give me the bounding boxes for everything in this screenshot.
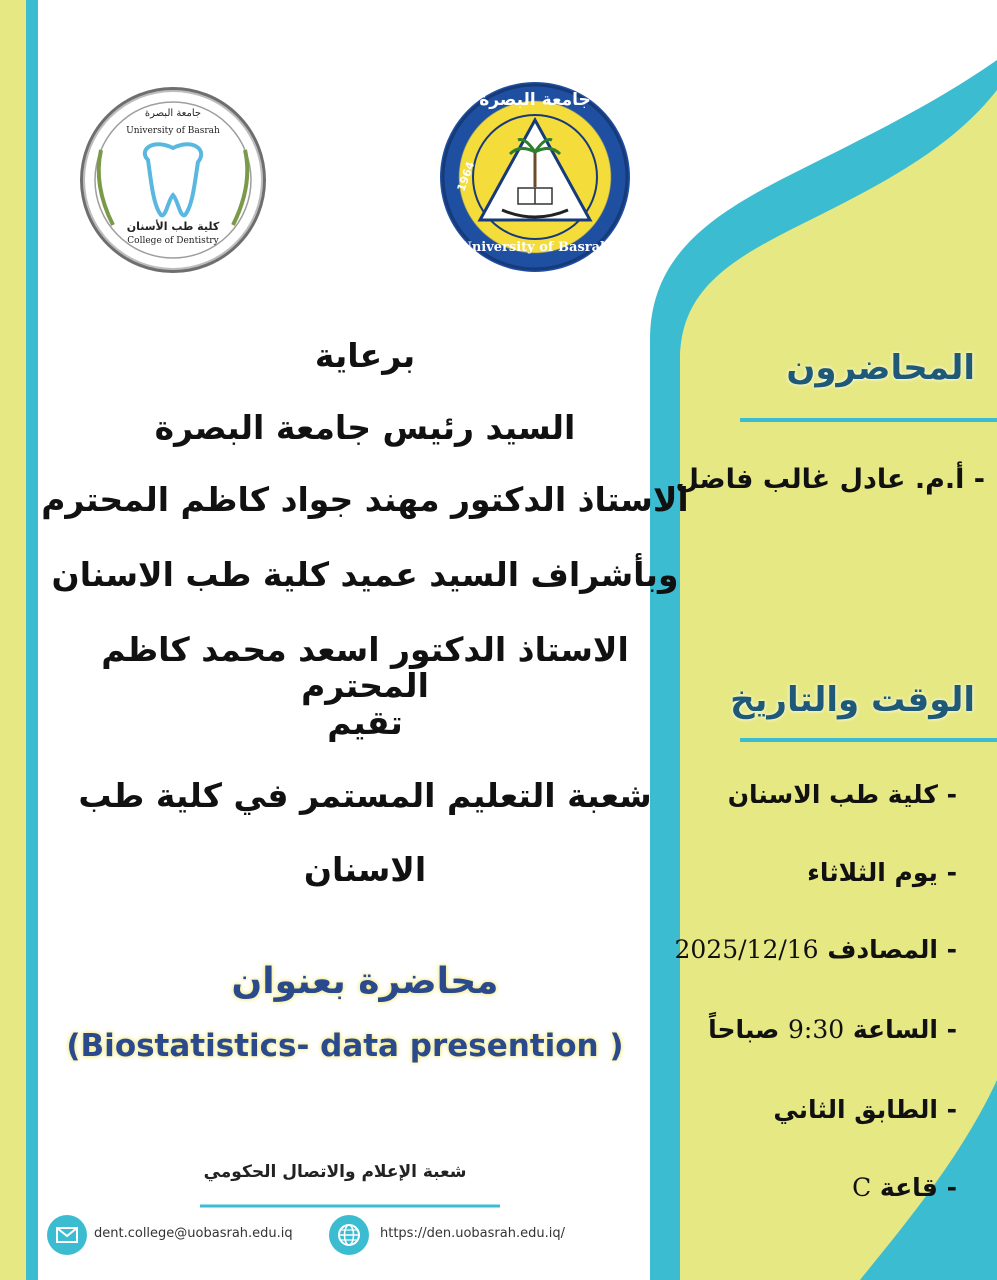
- info-time-suffix: صباحاً: [708, 1015, 780, 1044]
- lecture-title: (Biostatistics- data presention ): [66, 1028, 624, 1064]
- info-day: - يوم الثلاثاء: [807, 858, 957, 887]
- sponsor-line-6: تقيم: [327, 703, 403, 742]
- lecturers-heading: المحاضرون: [786, 348, 975, 388]
- mail-icon: [47, 1215, 87, 1255]
- info-hall-value: C: [852, 1173, 872, 1202]
- dentistry-college-en: College of Dentistry: [127, 236, 219, 246]
- dentistry-university-ar: جامعة البصرة: [144, 108, 202, 119]
- lecture-heading: محاضرة بعنوان: [231, 961, 499, 1002]
- sponsor-line-4: وبأشراف السيد عميد كلية طب الاسنان: [51, 555, 679, 594]
- sponsor-line-7: شعبة التعليم المستمر في كلية طب: [78, 776, 652, 815]
- time-date-heading: الوقت والتاريخ: [730, 680, 975, 720]
- info-college: - كلية طب الاسنان: [727, 780, 957, 809]
- info-hall: - قاعة C: [852, 1173, 957, 1202]
- info-date-value: 2025/12/16: [674, 935, 819, 964]
- basrah-english-name: University of Basrah: [460, 240, 610, 255]
- footer-website-link[interactable]: https://den.uobasrah.edu.iq/: [380, 1226, 565, 1241]
- footer-department: شعبة الإعلام والاتصال الحكومي: [203, 1162, 467, 1182]
- basrah-year: 1964: [454, 159, 478, 194]
- info-time-value: 9:30: [788, 1015, 845, 1044]
- dentistry-college-logo: [80, 87, 266, 273]
- globe-icon: [329, 1215, 369, 1255]
- sponsor-line-8: الاسنان: [303, 850, 427, 889]
- sponsor-line-5: الاستاذ الدكتور اسعد محمد كاظم المحترم: [101, 630, 629, 705]
- sponsor-line-2: السيد رئيس جامعة البصرة: [154, 408, 576, 447]
- sponsor-line-1: برعاية: [314, 336, 416, 375]
- info-floor: - الطابق الثاني: [773, 1095, 957, 1124]
- basrah-arabic-name: جامعة البصرة: [479, 90, 591, 110]
- dentistry-university-en: University of Basrah: [126, 126, 220, 136]
- info-time: - الساعة 9:30 صباحاً: [708, 1015, 957, 1044]
- sponsor-line-3: الاستاذ الدكتور مهند جواد كاظم المحترم: [41, 480, 689, 519]
- lecturer-name: - أ.م. عادل غالب فاضل: [675, 464, 985, 495]
- info-date: - المصادف 2025/12/16: [674, 935, 957, 964]
- dentistry-college-ar: كلية طب الأسنان: [126, 220, 220, 233]
- university-of-basrah-logo: [440, 82, 630, 272]
- footer-email-link[interactable]: dent.college@uobasrah.edu.iq: [94, 1226, 293, 1241]
